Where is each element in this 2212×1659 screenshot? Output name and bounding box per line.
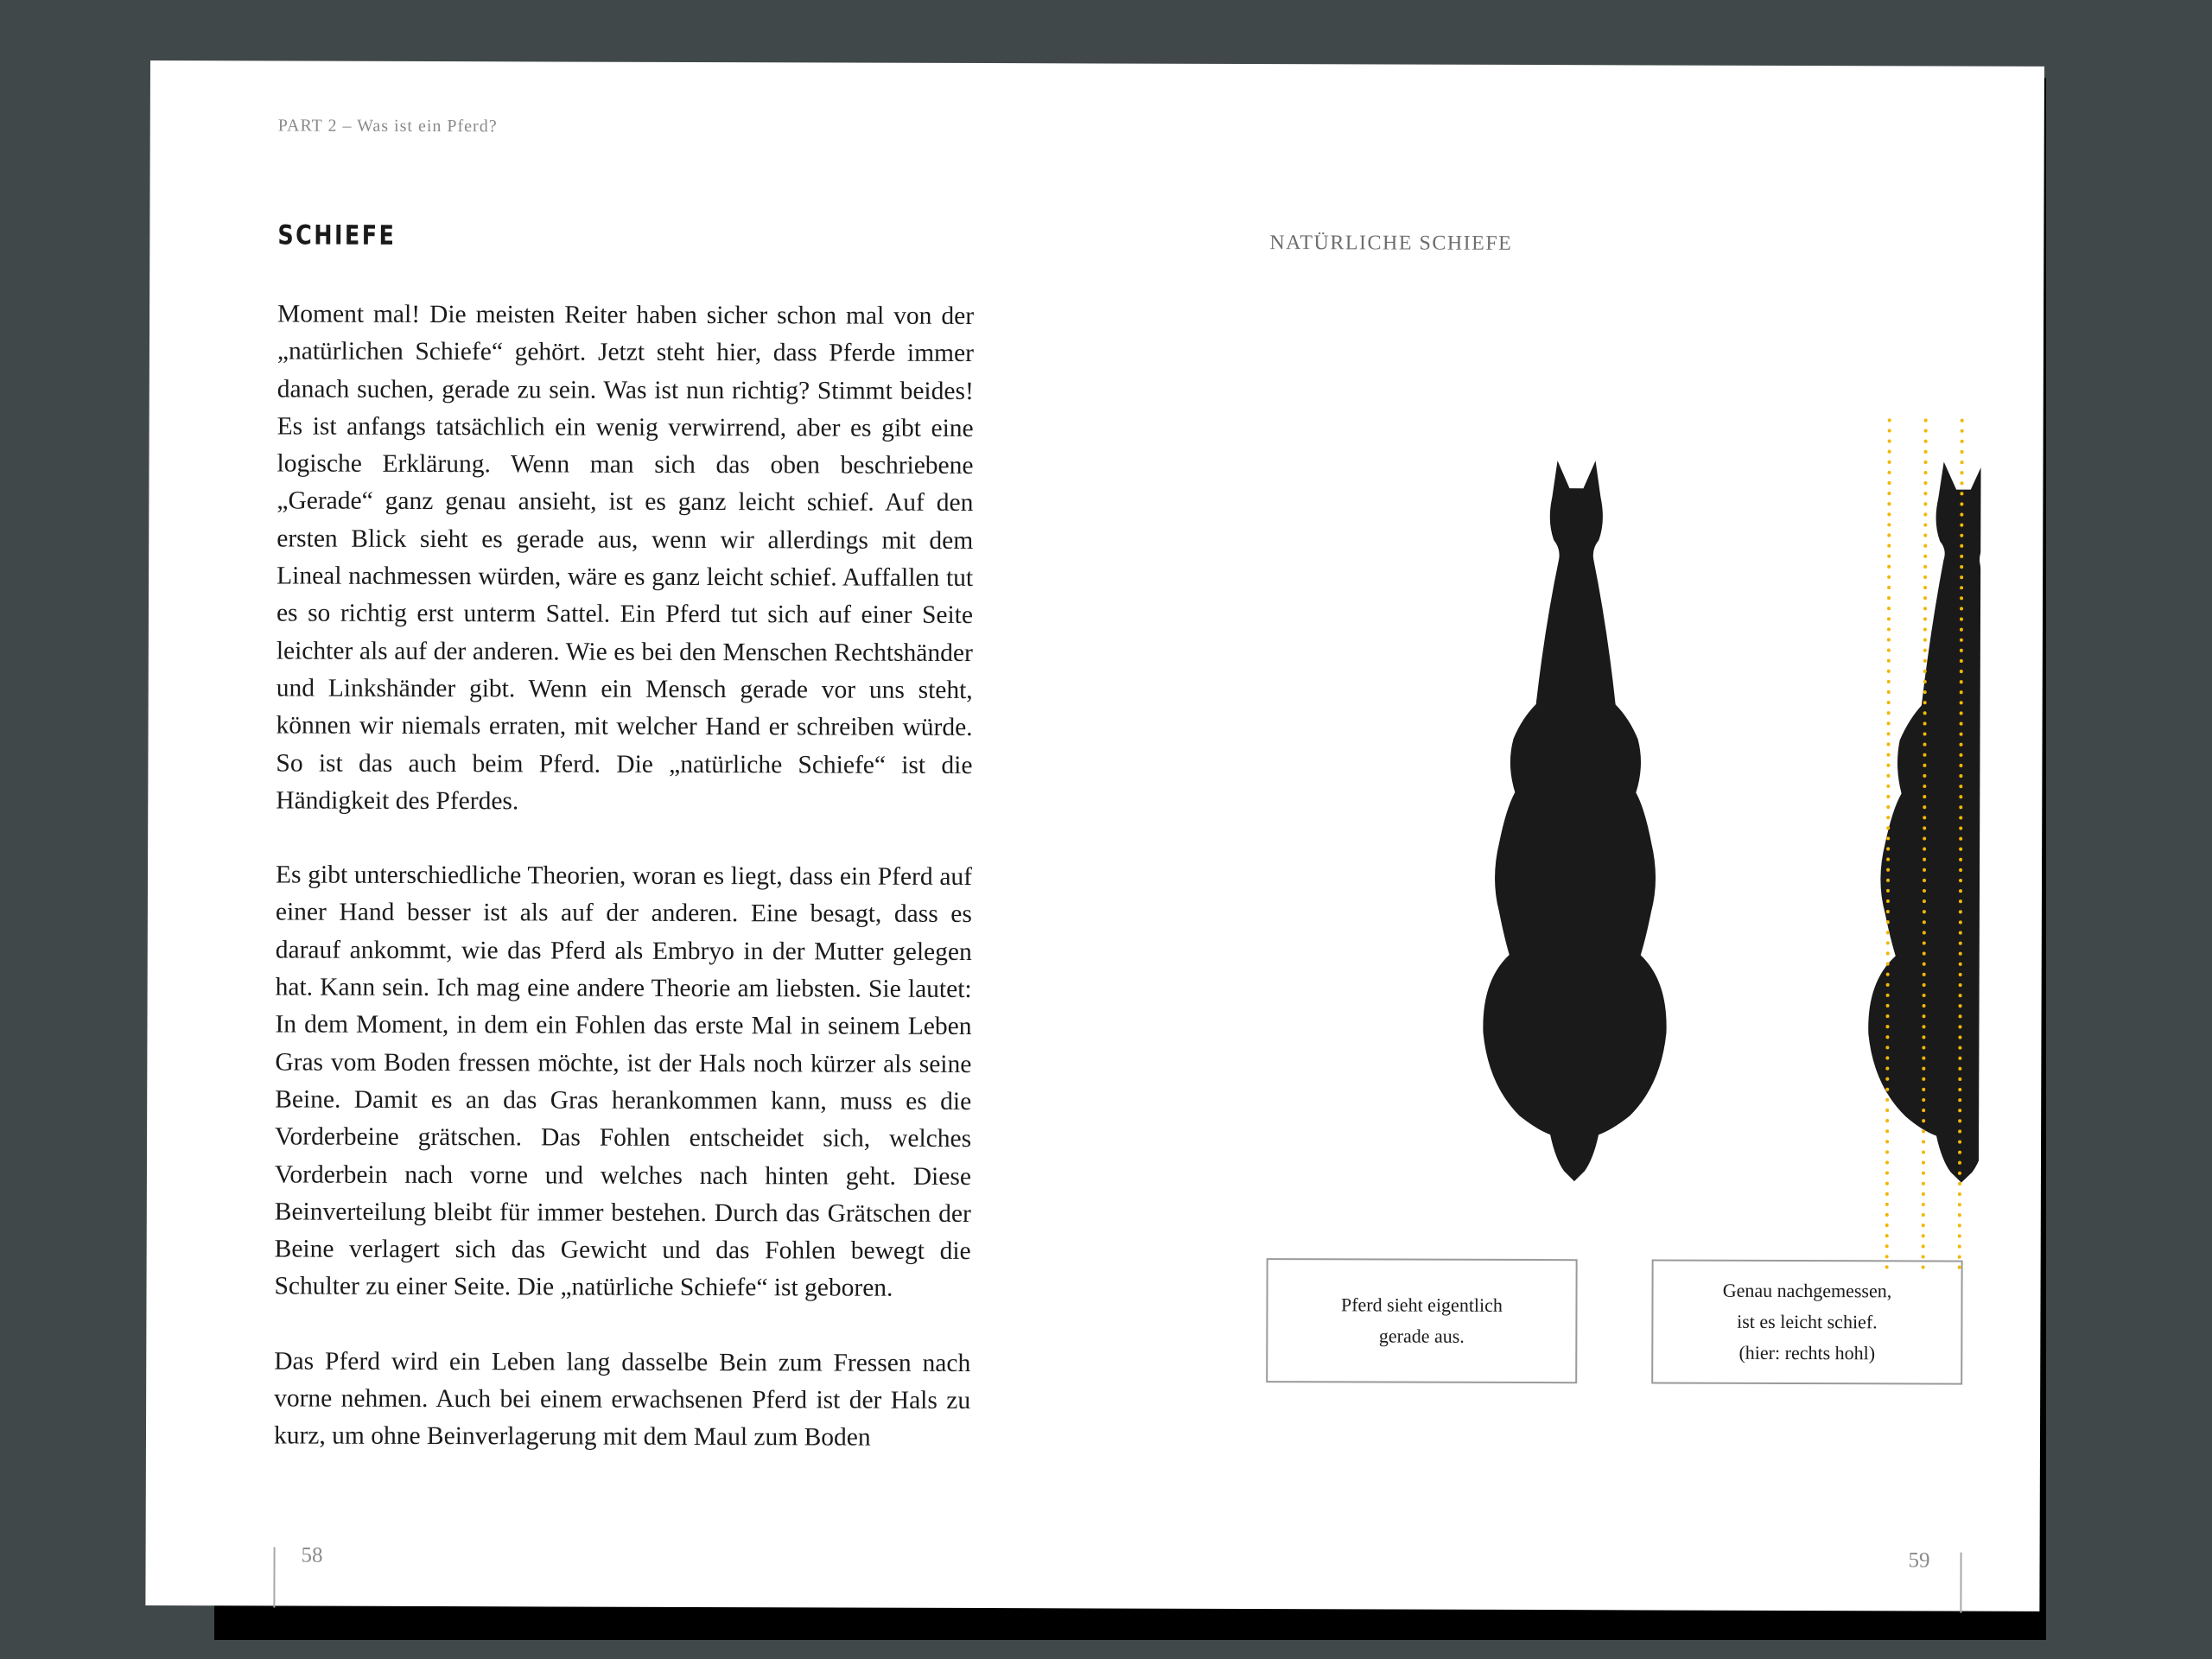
caption-line: gerade aus. [1378, 1325, 1465, 1347]
figure-title: NATÜRLICHE SCHIEFE [1269, 232, 1513, 255]
section-heading: SCHIEFE [277, 219, 397, 251]
horse-silhouette-left [1483, 461, 1669, 1182]
body-text [274, 296, 974, 1494]
page-number-left: 58 [301, 1543, 323, 1567]
paragraph: Das Pferd wird ein Leben lang dasselbe Bein zum Fressen nach vorne nehmen. Auch bei einem erwachsenen Pferd ist der Hals zu kurz, um ohne Beinverlagerung mit dem Maul zum Boden [273, 1347, 971, 1452]
folio-rule-left [273, 1547, 275, 1607]
folio-rule-right [1960, 1553, 1961, 1613]
running-head: PART 2 – Was ist ein Pferd? [277, 116, 498, 137]
paragraph: Es gibt unterschiedliche Theorien, woran es liegt, dass ein Pferd auf einer Hand besser ist als auf der anderen. Eine besagt, dass es darauf ankommt, wie das Pferd als Embryo in der Mutter gelegen hat. Kann sein. Ich mag eine andere Theorie am liebsten. Sie lautet: In dem Moment, in dem ein Fohlen das erste Mal in seinem Leben Gras vom Boden fressen möchte, ist der Hals noch kürzer als seine Beine. Damit es an das Gras herankommen kann, muss es die Vorderbeine grätschen. Das Fohlen entscheidet sich, welches Vorderbein nach vorne und welches nach hinten geht. Diese Beinverteilung bleibt für immer bestehen. Durch das Grätschen der Beine verlagert sich das Gewicht und das Fohlen bewegt die Schulter zu einer Seite. Die „natürliche Schiefe“ ist geboren. [274, 861, 973, 1303]
caption-line: ist es leicht schief. [1737, 1310, 1878, 1333]
paragraph: Moment mal! Die meisten Reiter haben sicher schon mal von der „natürlichen Schiefe“ gehört. Jetzt steht hier, dass Pferde immer danach suchen, gerade zu sein. Was ist nun richtig? Stimmt beides! Es ist anfangs tatsächlich ein wenig verwirrend, aber es gibt eine logische Erklärung. Wenn man sich das oben beschriebene „Gerade“ ganz genau ansieht, ist es ganz leicht schief. Auf den ersten Blick sieht es gerade aus, wenn wir allerdings mit dem Lineal nachmessen würden, wäre es ganz leicht schief. Auffallen tut es so richtig erst unterm Sattel. Ein Pferd tut sich auf einer Seite leichter als auf der anderen. Wie es bei den Menschen Rechtshänder und Linkshänder gibt. Wenn ein Mensch gerade vor uns steht, können wir niemals erraten, mit welcher Hand er schreiben würde. So ist das auch beim Pferd. Die „natürliche Schiefe“ ist die Händigkeit des Pferdes. [276, 300, 975, 816]
caption-line: (hier: rechts hohl) [1738, 1341, 1876, 1364]
horse-silhouette-right [1868, 461, 1981, 1183]
page-number-right: 59 [1908, 1548, 1930, 1573]
caption-box-right [1651, 1259, 1962, 1384]
caption-box-left [1266, 1258, 1577, 1383]
caption-line: Pferd sieht eigentlich [1340, 1294, 1503, 1316]
horse-figure [1305, 349, 1981, 1284]
book-spread [145, 60, 2044, 1611]
caption-line: Genau nachgemessen, [1722, 1279, 1892, 1302]
